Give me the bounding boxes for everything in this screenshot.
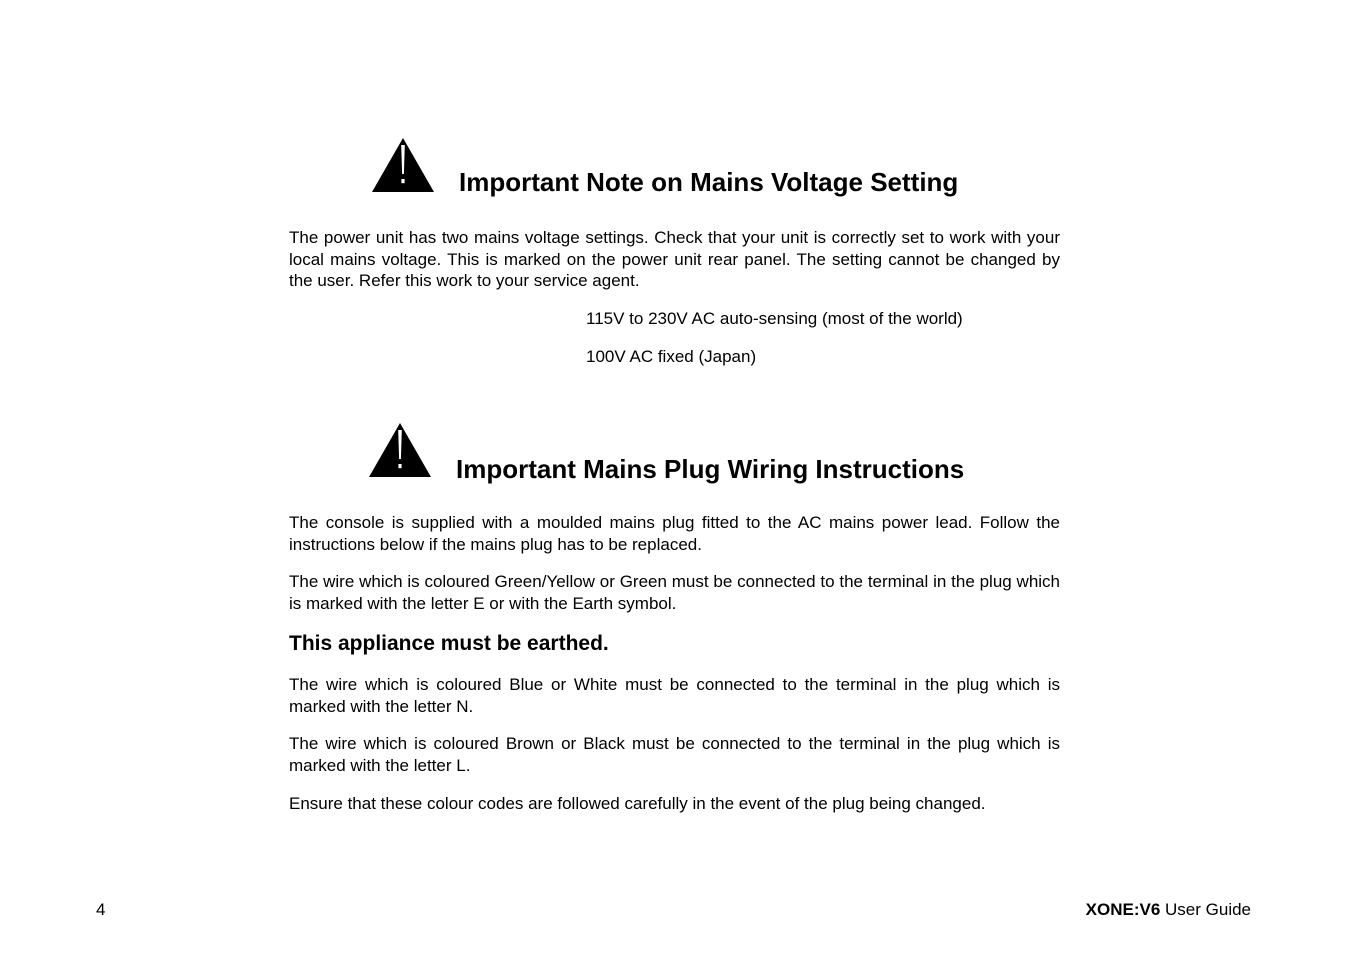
earth-wire-paragraph: The wire which is coloured Green/Yellow or Green must be connected to the terminal in the plug which is marked with the letter E or with the Earth symbol. — [289, 572, 1060, 613]
warning-triangle-icon — [370, 136, 436, 194]
page-number: 4 — [96, 900, 106, 919]
live-wire-paragraph: The wire which is coloured Brown or Black must be connected to the terminal in the plug which is marked with the letter L. — [289, 734, 1060, 775]
voltage-option-auto: 115V to 230V AC auto-sensing (most of the world) — [586, 309, 963, 328]
guide-label: User Guide — [1160, 900, 1251, 919]
colour-codes-paragraph: Ensure that these colour codes are followed carefully in the event of the plug being changed. — [289, 794, 986, 813]
section-heading: Important Mains Plug Wiring Instructions — [456, 454, 965, 484]
earthed-warning: This appliance must be earthed. — [289, 632, 609, 655]
plug-intro-paragraph: The console is supplied with a moulded mains plug fitted to the AC mains power lead. Follow the instructions below if the mains plug has to be replaced. — [289, 513, 1060, 554]
section-plug-wiring-header — [367, 421, 965, 484]
section-mains-voltage-header — [370, 136, 959, 197]
footer-guide-title — [1086, 899, 1251, 920]
voltage-option-japan: 100V AC fixed (Japan) — [586, 347, 757, 366]
section-heading: Important Note on Mains Voltage Setting — [459, 167, 959, 197]
warning-triangle-icon — [367, 421, 433, 479]
voltage-intro-paragraph: The power unit has two mains voltage settings. Check that your unit is correctly set to work with your local mains voltage. This is marked on the power unit rear panel. The setting cannot be changed by the user. Refer this work to your service agent. — [289, 228, 1060, 290]
product-brand: XONE:V6 — [1085, 900, 1161, 919]
neutral-wire-paragraph: The wire which is coloured Blue or White must be connected to the terminal in the plug which is marked with the letter N. — [289, 675, 1060, 716]
